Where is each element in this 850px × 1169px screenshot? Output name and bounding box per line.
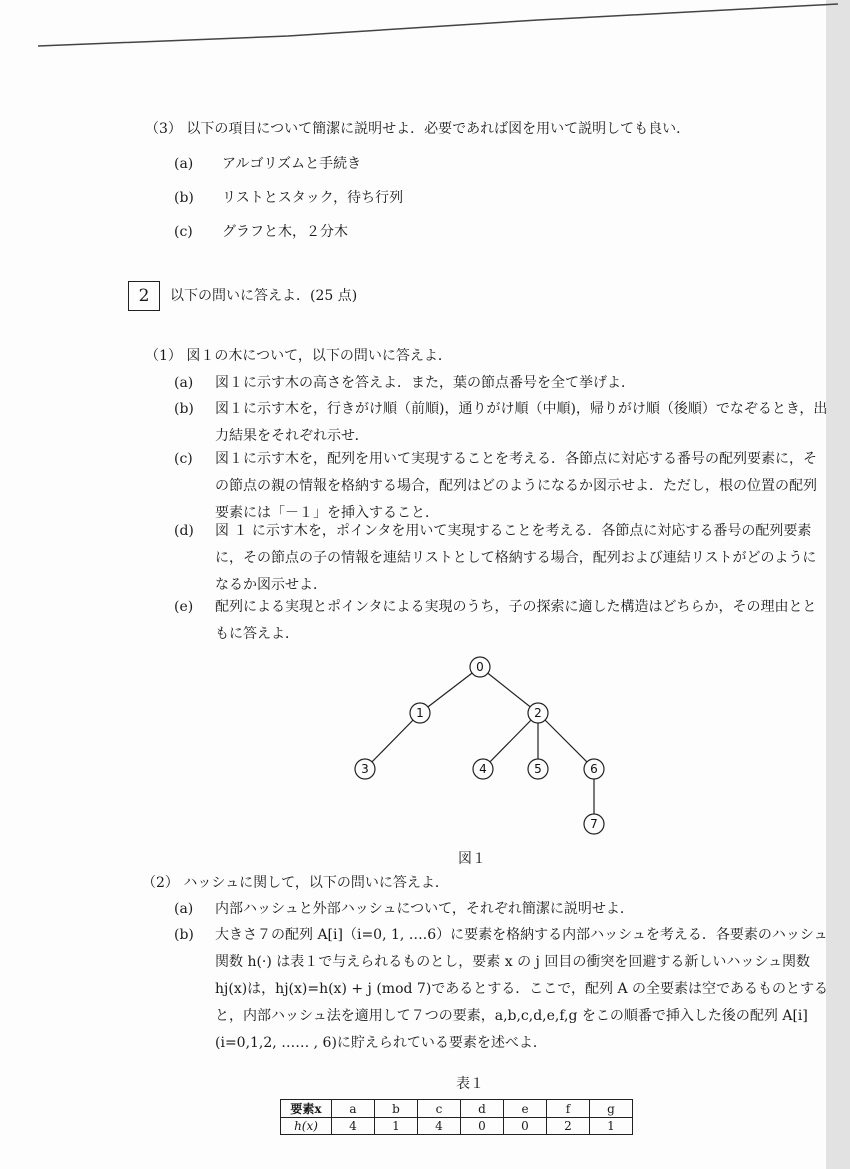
p1-d-label: (d) [174,523,194,539]
table-row-elements [281,1100,633,1118]
item-label: (c) [174,224,193,240]
table-cell: a [332,1100,375,1118]
tree-node-label-6: 6 [590,762,598,776]
tree-node-label-4: 4 [479,762,487,776]
p1-b-label: (b) [174,401,194,417]
q3-item-b [174,184,403,212]
p2-a-text: 内部ハッシュと外部ハッシュについて，それぞれ簡潔に説明せよ． [215,901,634,917]
p1-a-label: (a) [174,375,194,391]
p2-text: ハッシュに関して，以下の問いに答えよ． [183,875,449,891]
edge-2-4 [483,713,538,769]
figure1-tree [340,650,640,850]
q3-text: 以下の項目について簡潔に説明せよ．必要であれば図を用いて説明しても良い． [186,121,691,137]
hash-table [280,1099,633,1135]
table-cell: 4 [418,1118,461,1135]
p1-text: 図１の木について，以下の問いに答えよ． [186,348,452,364]
q3-item-a [174,150,361,178]
q3-number: （3） [145,121,182,137]
table-header-label: 要素x [281,1100,332,1118]
p2-heading [142,870,449,897]
tree-node-label-7: 7 [590,817,598,831]
edge-0-1 [420,667,480,713]
tree-node-label-5: 5 [534,762,542,776]
tree-node-label-2: 2 [534,706,542,720]
table1-caption: 表１ [456,1076,484,1092]
table-cell: 0 [504,1118,547,1135]
table-cell: 1 [590,1118,633,1135]
p2-number: （2） [142,875,179,891]
table-cell: 4 [332,1118,375,1135]
table-cell: 2 [547,1118,590,1135]
table-cell: 0 [461,1118,504,1135]
p1-number: （1） [145,348,182,364]
p1-e-label: (e) [174,599,194,615]
table-cell: g [590,1100,633,1118]
table-cell: f [547,1100,590,1118]
p2-a-label: (a) [174,901,194,917]
edge-1-3 [365,713,420,769]
item-text: リストとスタック，待ち行列 [222,190,404,206]
p1-heading [145,343,452,370]
p1-a-text: 図１に示す木の高さを答えよ．また，葉の節点番号を全て挙げよ． [215,375,635,391]
edge-0-2 [480,667,538,713]
p1-d-text: 図 １ に示す木を，ポインタを用いて実現することを考える．各節点に対応する番号の配列要素に，その節点の子の情報を連結リストとして格納する場合，配列および連結リストがどのようになるか図示せよ． [215,523,817,593]
scan-top-edge [38,0,838,60]
section-number-box: 2 [128,281,160,311]
tree-node-label-1: 1 [416,706,424,720]
tree-node-label-0: 0 [476,660,484,674]
table-row-hash [281,1118,633,1135]
p1-e-text: 配列による実現とポインタによる実現のうち，子の探索に適した構造はどちらか，その理由とともに答えよ． [215,599,817,642]
q3-item-c [174,218,348,246]
item-text: グラフと木，２分木 [222,224,348,240]
table-cell: b [375,1100,418,1118]
edge-2-6 [538,713,594,769]
table-row-label: h(x) [281,1118,332,1135]
table-cell: c [418,1100,461,1118]
p1-b-text: 図１に示す木を，行きがけ順（前順)，通りがけ順（中順)，帰りがけ順（後順）でなぞるとき，出力結果をそれぞれ示せ． [215,401,828,444]
p1-c-text: 図１に示す木を，配列を用いて実現することを考える．各節点に対応する番号の配列要素に，その節点の親の情報を格納する場合，配列はどのようになるか図示せよ．ただし，根の位置の配列要素には「－１」を挿入すること． [215,451,817,521]
p2-b-text: 大きさ７の配列 A[i]（i=0, 1, ….6）に要素を格納する内部ハッシュを考える．各要素のハッシュ関数 h(·) は表１で与えられるものとし，要素 x の j 回目の衝突を回避する新しいハッシュ関数 hj(x)は，hj(x)=h(x) + j (mod 7)であるとする．ここで，配列 A の全要素は空であるものとすると，内部ハッシュ法を適用して７つの要素，a,b,c,d,e,f,g をこの順番で挿入した後の配列 A[i] (i=0,1,2, …… , 6)に貯えられている要素を述べよ． [215,927,829,1051]
p2-b-label: (b) [174,927,194,943]
table-cell: 1 [375,1118,418,1135]
p1-c-label: (c) [174,451,193,467]
item-label: (a) [174,156,194,172]
q3-heading [145,116,690,143]
tree-node-label-3: 3 [361,762,369,776]
item-text: アルゴリズムと手続き [222,156,362,172]
item-label: (b) [174,190,194,206]
section2-title: 以下の問いに答えよ．(25 点) [170,288,358,304]
figure1-caption: 図１ [458,851,486,867]
table-cell: e [504,1100,547,1118]
table-cell: d [461,1100,504,1118]
